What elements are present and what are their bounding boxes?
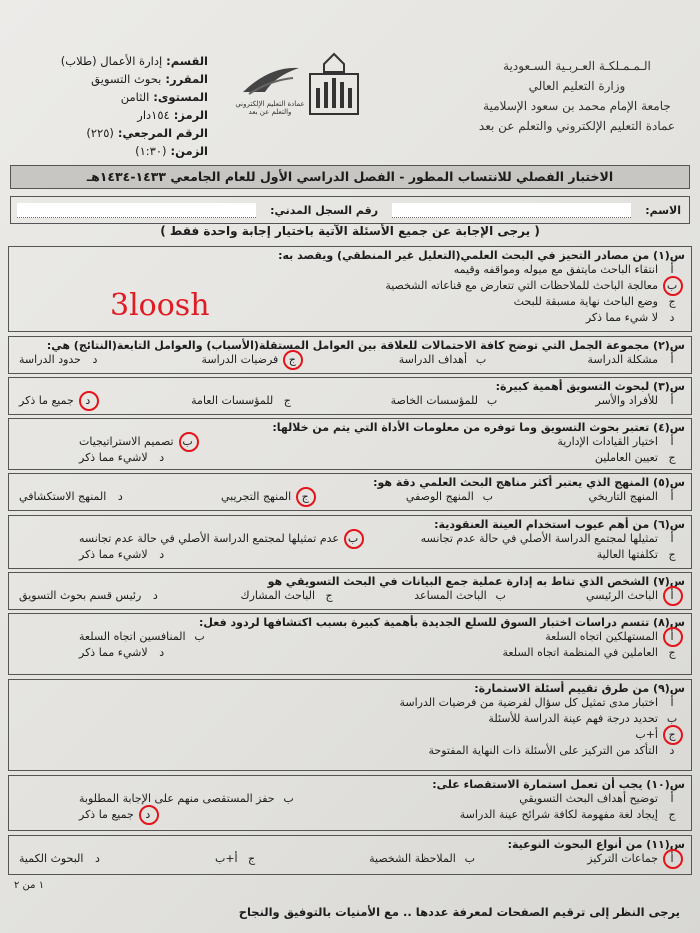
option-text: الملاحظة الشخصية [369,852,456,865]
question-block [8,613,692,675]
question-block [8,377,692,415]
exam-header [10,40,690,160]
question-text: س(١١) من أنواع البحوث النوعية: [507,838,685,851]
answer-option[interactable] [79,450,171,466]
option-text: لاشيء مما ذكر [79,548,148,561]
question-text: س(١٠) يجب أن تعمل استمارة الاستقصاء على: [432,778,685,791]
option-letter: د [92,353,98,366]
option-text: رئيس قسم بحوث التسويق [19,589,142,602]
option-text: جماعات التركيز [587,852,658,865]
answer-option[interactable] [595,450,681,466]
answer-option[interactable] [586,310,681,326]
answer-option[interactable] [369,851,479,867]
info-key: المقرر: [165,72,208,86]
answer-option[interactable] [586,588,681,604]
option-text: اختيار القيادات الإدارية [557,435,658,448]
question-text: س(٤) تعتبر بحوث التسويق وما توفره من معلومات الأداة التي يتم من خلالها: [272,421,685,434]
answer-option[interactable] [79,531,362,547]
option-text: لاشيء مما ذكر [79,451,148,464]
answer-option[interactable] [406,489,497,505]
answer-option[interactable] [79,629,209,645]
info-value: ١٥٤دار [137,108,170,122]
option-text: فرضيات الدراسة [201,353,279,366]
option-text: المنهج التجريبي [221,490,292,503]
footer-note: يرجى النظر إلى ترقيم الصفحات لمعرفة عددها .. مع الأمنيات بالتوفيق والنجاح [238,905,680,919]
answer-option[interactable] [454,262,681,278]
selected-option-letter: ب [179,434,197,450]
option-text: أهداف الدراسة [398,353,468,366]
answer-option[interactable] [19,489,129,505]
option-text: حفز المستقصى منهم على الإجابة المطلوبة [79,792,275,805]
answer-option[interactable] [414,588,509,604]
answer-option[interactable] [557,434,681,450]
option-letter: ب [464,852,475,865]
elearning-logo-text: عمادة التعليم الإلكتروني والتعلم عن بعد [235,100,305,116]
question-text: س(٥) المنهج الذي يعتبر أكثر مناهج البحث العلمي دقة هو: [373,476,685,489]
option-text: تعيين العاملين [594,451,658,464]
info-key: الزمن: [170,144,208,158]
option-letter: د [159,548,165,561]
option-letter: ب [475,353,487,366]
name-field[interactable] [392,203,631,218]
option-text: المنهج الوصفي [405,490,474,503]
option-letter: ب [283,792,294,805]
option-text: مشكلة الدراسة [587,353,658,366]
option-text: المنهج التاريخي [588,490,658,503]
uni-line: وزارة التعليم العالي [528,79,626,93]
answer-option[interactable] [514,294,681,310]
answer-option[interactable] [400,695,681,711]
option-letter: أ [670,353,674,366]
option-text: تكلفتها العالية [596,548,658,561]
question-block [8,336,692,374]
option-text: أ+ب [214,852,238,865]
option-letter: أ [670,394,674,407]
answer-option[interactable] [488,711,681,727]
option-letter: د [159,451,165,464]
option-text: أ+ب [635,728,658,741]
question-text: س(٢) مجموعة الجمل التي توضح كافة الاحتمالات للعلاقة بين العوامل المستقلة(الأسباب) والعوامل التابعة(النتائج) هي: [46,339,685,352]
selected-option-letter: ب [344,531,362,547]
option-text: لاشيء مما ذكر [79,646,148,659]
answer-option[interactable] [503,645,681,661]
page-number: ١ من ٢ [14,880,45,891]
option-text: تصميم الاستراتيجيات [79,435,174,448]
info-value: إدارة الأعمال (طلاب) [60,54,163,68]
option-text: الباحث المساعد [414,589,487,602]
answer-option[interactable] [429,743,681,759]
option-letter: د [159,646,165,659]
question-block [8,418,692,470]
university-name [472,56,682,136]
answer-option[interactable] [545,629,681,645]
answer-option[interactable] [79,807,157,823]
answer-option[interactable] [460,807,681,823]
answer-option[interactable] [421,531,681,547]
answer-option[interactable] [79,645,171,661]
option-letter: أ [670,532,674,545]
option-letter: ب [495,589,506,602]
option-text: المستهلكين اتجاه السلعة [545,630,658,643]
selected-option-letter: أ [663,629,681,645]
question-text: س(١) من مصادر التحيز في البحث العلمي(التعليل غير المنطقي) ويقصد به: [278,249,685,262]
option-letter: أ [670,792,674,805]
option-text: الباحث الرئيسي [585,589,658,602]
question-text: س(٣) لبحوث التسويق أهمية كبيرة: [495,380,685,393]
option-text: للأفراد والأسر [595,394,658,407]
info-value: الثامن [120,90,150,104]
info-value: (١:٣٠) [135,144,167,158]
answer-option[interactable] [191,393,296,409]
answer-option[interactable] [595,393,681,409]
answer-option[interactable] [19,352,104,368]
option-letter: ج [668,451,676,464]
selected-option-letter: ج [283,352,301,368]
selected-option-letter: ج [296,489,314,505]
option-text: جميع ما ذكر [19,394,74,407]
answer-option[interactable] [79,791,298,807]
info-value: بحوث التسويق [91,72,162,86]
id-label: رقم السجل المدني: [270,203,379,217]
option-text: وضع الباحث نهاية مسبقة للبحث [513,295,658,308]
question-block [8,775,692,831]
option-letter: ج [325,589,333,602]
selected-option-letter: أ [663,851,681,867]
option-letter: د [152,589,158,602]
selected-option-letter: ج [663,727,681,743]
info-key: القسم: [166,54,208,68]
answer-option[interactable] [588,352,681,368]
wing-icon [235,62,305,98]
option-letter: ب [194,630,205,643]
selected-option-letter: ب [663,278,681,294]
option-letter: ب [482,490,493,503]
info-value: (٢٢٥) [86,126,114,140]
option-letter: أ [670,263,674,276]
option-text: الباحث المشارك [240,589,316,602]
answer-option[interactable] [399,352,490,368]
option-letter: ج [668,295,676,308]
option-letter: د [669,311,675,324]
answer-option[interactable] [221,489,314,505]
answer-option[interactable] [597,547,681,563]
answer-option[interactable] [215,851,261,867]
question-block [8,679,692,771]
option-text: العاملين في المنظمة اتجاه السلعة [502,646,658,659]
elearning-logo [230,62,310,122]
answer-option[interactable] [391,393,501,409]
info-key: المستوى: [153,90,208,104]
option-letter: أ [670,435,674,448]
option-letter: د [94,852,100,865]
option-letter: أ [670,490,674,503]
answer-option[interactable] [19,393,97,409]
selected-option-letter: د [79,393,97,409]
question-block [8,473,692,511]
uni-line: الـمـمـلكـة العـربـية السـعودية [503,59,651,73]
option-letter: ج [668,646,676,659]
option-letter: ب [486,394,498,407]
answer-option[interactable] [587,851,681,867]
option-text: المنهج الاستكشافي [19,490,107,503]
course-info [18,52,208,160]
info-key: الرقم المرجعي: [117,126,208,140]
option-letter: أ [670,696,674,709]
exam-title: الاختبار الفصلي للانتساب المطور - الفصل الدراسي الأول للعام الجامعي ١٤٣٣-١٤٣٤هـ [10,165,690,189]
uni-line: عمادة التعليم الإلكتروني والتعلم عن بعد [478,119,676,133]
uni-line: جامعة الإمام محمد بن سعود الإسلامية [483,99,671,113]
answer-option[interactable] [201,352,301,368]
option-text: المنافسين اتجاه السلعة [79,630,186,643]
answer-option[interactable] [19,851,106,867]
option-text: تمثيلها لمجتمع الدراسة الأصلي في حالة عدم تجانسه [420,532,658,545]
name-label: الاسم: [645,203,681,217]
student-info-row [10,196,690,224]
question-block [8,835,692,875]
option-text: معالجة الباحث للملاحظات التي تتعارض مع قناعاته الشخصية [385,279,658,292]
option-text: للمؤسسات العامة [191,394,274,407]
option-text: توضيح أهداف البحث التسويقي [519,792,658,805]
option-text: لا شيء مما ذكر [585,311,658,324]
option-letter: ج [668,548,676,561]
option-letter: ب [666,712,678,725]
option-letter: ج [248,852,256,865]
selected-option-letter: د [139,807,157,823]
question-text: س(٩) من طرق تقييم أسئلة الاستمارة: [474,682,685,695]
option-text: إيجاد لغة مفهومة لكافة شرائح عينة الدراسة [459,808,658,821]
option-text: جميع ما ذكر [79,808,134,821]
answer-option[interactable] [79,547,171,563]
question-text: س(٨) تتسم دراسات اختبار السوق للسلع الجديدة بأهمية كبيرة بسبب اكتشافها لردود فعل: [199,616,685,629]
answer-option[interactable] [519,791,681,807]
option-letter: د [669,744,675,757]
question-block [8,572,692,610]
watermark-text: 3loosh [110,288,210,323]
answer-option[interactable] [241,588,339,604]
answer-option[interactable] [79,434,197,450]
id-field[interactable] [17,203,256,218]
answer-option[interactable] [19,588,164,604]
option-text: التأكد من التركيز على الأسئلة ذات النهاية المفتوحة [428,744,658,757]
option-text: حدود الدراسة [19,353,81,366]
option-text: البحوث الكمية [19,852,84,865]
option-letter: د [117,490,123,503]
option-text: تحديد درجة فهم عينة الدراسة للأسئلة [488,712,658,725]
option-text: اختبار مدى تمثيل كل سؤال لفرضية من فرضيات الدراسة [399,696,658,709]
option-text: انتقاء الباحث مايتفق مع ميوله ومواقفه وقيمه [453,263,658,276]
question-text: س(٧) الشخص الذي تناط به إدارة عملية جمع البيانات في البحث التسويقي هو [267,575,685,588]
option-text: للمؤسسات الخاصة [390,394,479,407]
option-letter: ج [283,394,291,407]
question-text: س(٦) من أهم عيوب استخدام العينة العنقودية: [434,518,685,531]
info-key: الرمز: [173,108,208,122]
answer-option[interactable] [635,727,681,743]
instructions: ( يرجى الإجابة عن جميع الأسئلة الآتية باختيار إجابة واحدة فقط ) [160,224,540,238]
answer-option[interactable] [589,489,681,505]
answer-option[interactable] [385,278,681,294]
university-logo [302,50,366,120]
question-block [8,515,692,569]
selected-option-letter: أ [663,588,681,604]
option-text: عدم تمثيلها لمجتمع الدراسة الأصلي في حالة عدم تجانسه [79,532,339,545]
option-letter: ج [668,808,676,821]
